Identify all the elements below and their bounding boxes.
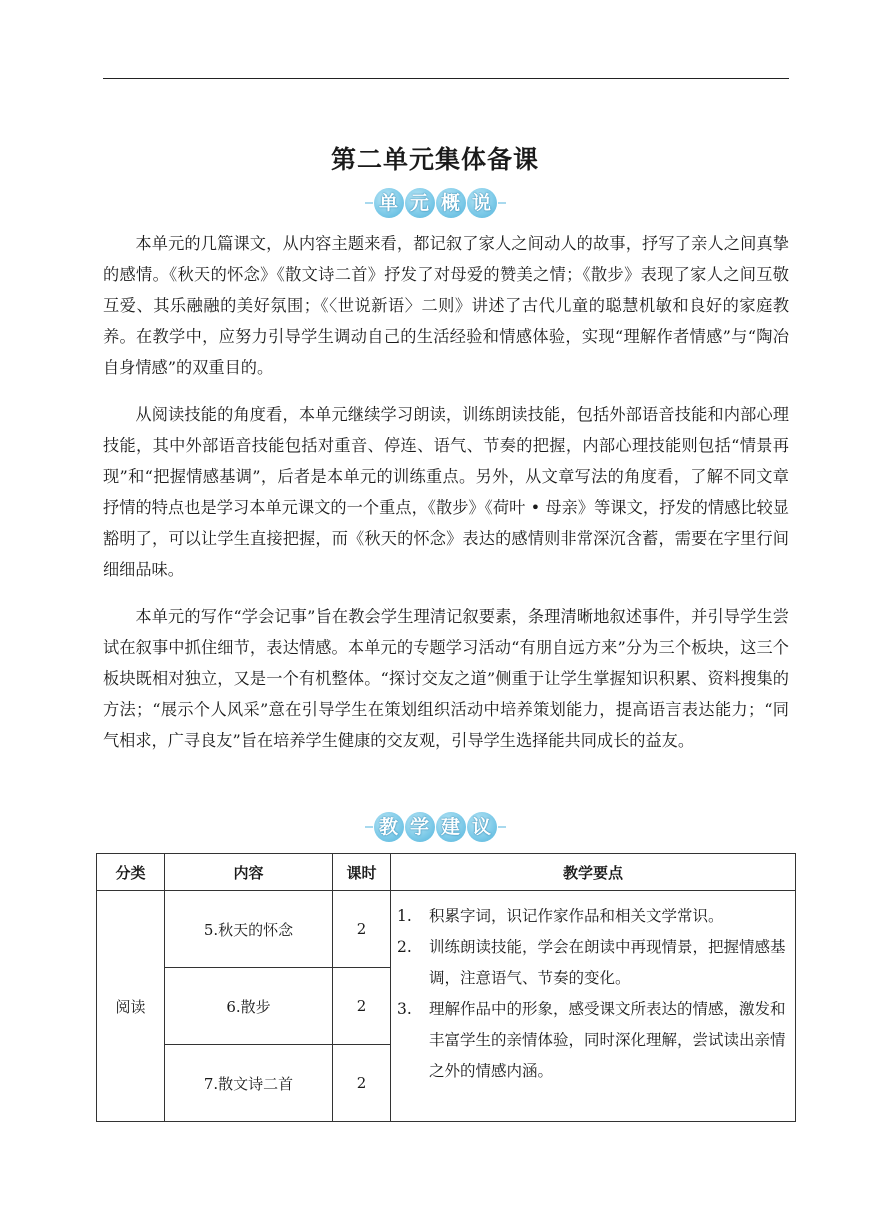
banner-char: 教 [374,812,404,842]
key-point-text: 训练朗读技能，学会在朗读中再现情景，把握情感基调，注意语气、节奏的变化。 [429,938,786,987]
hours-cell: 2 [333,968,391,1045]
header-category: 分类 [97,854,165,891]
banner-char: 学 [405,812,435,842]
key-point-text: 理解作品中的形象，感受课文所表达的情感，激发和丰富学生的亲情体验，同时深化理解，尝试读出亲情之外的情感内涵。 [429,1000,786,1080]
banner-wing-left [365,202,373,204]
banner-char: 单 [374,188,404,218]
key-point-item [397,901,787,932]
section-banner-overview [0,188,870,224]
header-rule [103,78,789,79]
section-banner-suggestions [0,812,870,848]
hours-cell: 2 [333,891,391,968]
hours-cell: 2 [333,1045,391,1122]
banner-char: 说 [467,188,497,218]
header-hours: 课时 [333,854,391,891]
teaching-plan-table [96,853,796,1122]
category-cell: 阅读 [97,891,165,1122]
content-cell: 6.散步 [165,968,333,1045]
banner-wing-right [498,826,506,828]
key-point-text: 积累字词，识记作家作品和相关文学常识。 [429,907,724,925]
banner-wing-right [498,202,506,204]
table-row [97,891,796,968]
header-key-points: 教学要点 [391,854,796,891]
key-points-cell [391,891,796,1122]
banner-wing-left [365,826,373,828]
key-point-number: 3. [397,1000,412,1018]
key-point-item [397,932,787,994]
banner-char: 建 [436,812,466,842]
header-content: 内容 [165,854,333,891]
content-cell: 5.秋天的怀念 [165,891,333,968]
banner-char: 议 [467,812,497,842]
banner-char: 概 [436,188,466,218]
paragraph-3: 本单元的写作“学会记事”旨在教会学生理清记叙要素，条理清晰地叙述事件，并引导学生尝试在叙事中抓住细节，表达情感。本单元的专题学习活动“有朋自远方来”分为三个板块，这三个板块既相对独立，又是一个有机整体。“探讨交友之道”侧重于让学生掌握知识积累、资料搜集的方法；“展示个人风采”意在引导学生在策划组织活动中培养策划能力，提高语言表达能力；“同气相求，广寻良友”旨在培养学生健康的交友观，引导学生选择能共同成长的益友。 [103,607,789,750]
banner-char: 元 [405,188,435,218]
table-header-row [97,854,796,891]
paragraph-1: 本单元的几篇课文，从内容主题来看，都记叙了家人之间动人的故事，抒写了亲人之间真挚的感情。《秋天的怀念》《散文诗二首》抒发了对母爱的赞美之情；《散步》表现了家人之间互敬互爱、其乐融融的美好氛围；《〈世说新语〉二则》讲述了古代儿童的聪慧机敏和良好的家庭教养。在教学中，应努力引导学生调动自己的生活经验和情感体验，实现“理解作者情感”与“陶冶自身情感”的双重目的。 [103,234,789,377]
content-cell: 7.散文诗二首 [165,1045,333,1122]
page-title: 第二单元集体备课 [330,145,539,174]
key-point-item [397,994,787,1087]
key-point-number: 1. [397,907,412,925]
key-point-number: 2. [397,938,412,956]
paragraph-2: 从阅读技能的角度看，本单元继续学习朗读，训练朗读技能，包括外部语音技能和内部心理技能，其中外部语音技能包括对重音、停连、语气、节奏的把握，内部心理技能则包括“情景再现”和“把握情感基调”，后者是本单元的训练重点。另外，从文章写法的角度看，了解不同文章抒情的特点也是学习本单元课文的一个重点，《散步》《荷叶 • 母亲》等课文，抒发的情感比较显豁明了，可以让学生直接把握，而《秋天的怀念》表达的感情则非常深沉含蓄，需要在字里行间细细品味。 [103,405,789,579]
